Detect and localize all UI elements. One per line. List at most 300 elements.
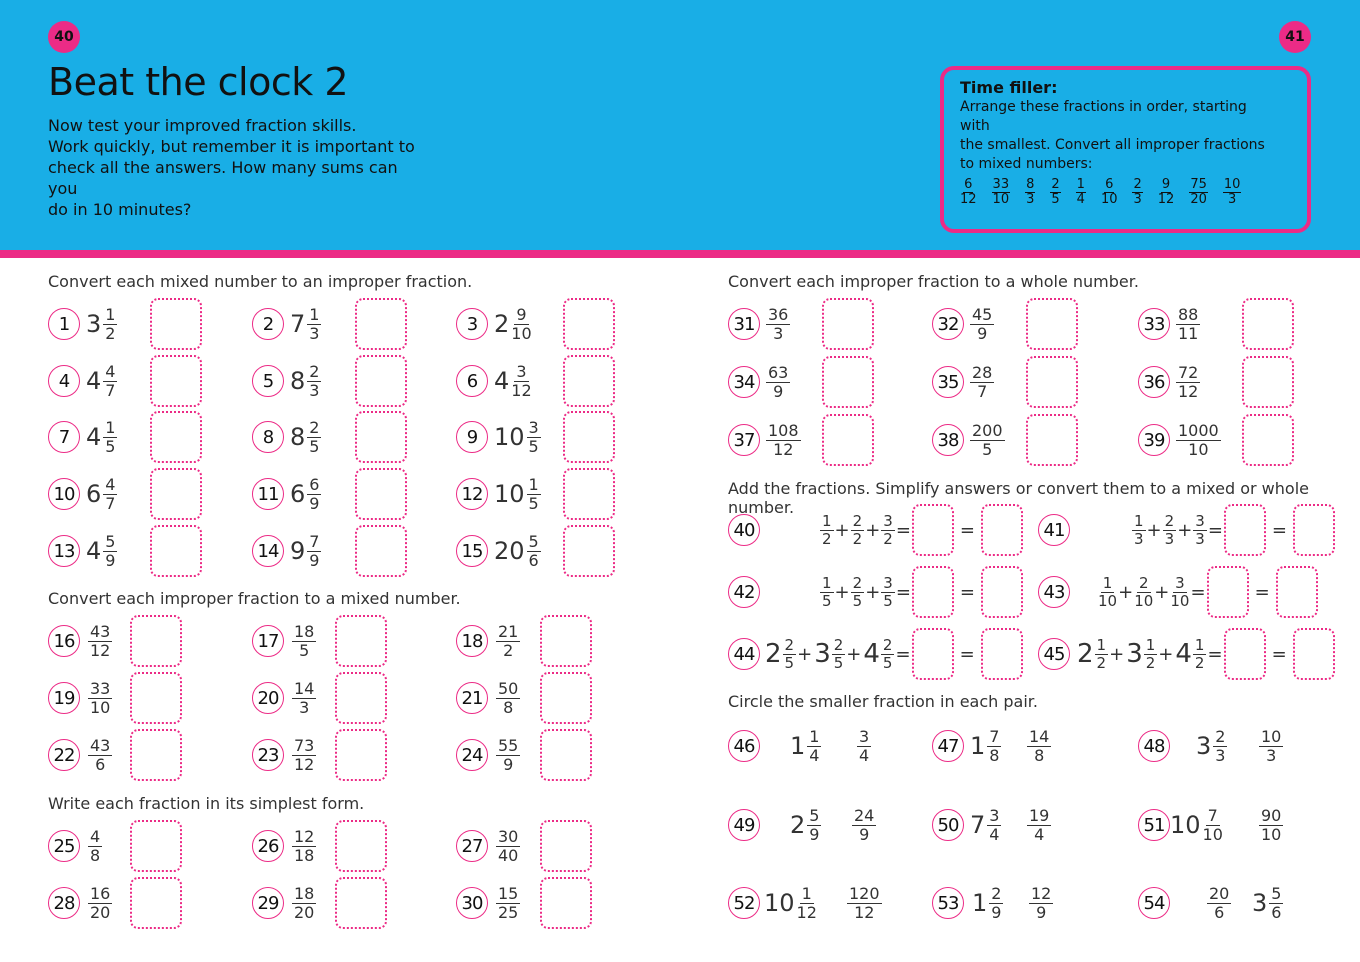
plus-sign: + bbox=[1158, 643, 1174, 665]
answer-box[interactable] bbox=[130, 672, 182, 724]
numerator: 7 bbox=[309, 531, 320, 551]
fraction bbox=[1193, 513, 1207, 548]
question bbox=[252, 468, 321, 520]
fraction bbox=[1101, 178, 1118, 207]
numerator: 108 bbox=[768, 420, 799, 440]
intro-line: check all the answers. How many sums can you bbox=[48, 158, 398, 198]
fraction bbox=[527, 533, 541, 570]
denominator: 12 bbox=[90, 640, 111, 660]
plus-sign: + bbox=[797, 643, 813, 665]
fraction-option[interactable] bbox=[1205, 877, 1231, 929]
fraction bbox=[989, 885, 1003, 922]
denominator: 12 bbox=[294, 754, 315, 774]
fraction-option[interactable] bbox=[1257, 720, 1283, 772]
denominator: 18 bbox=[294, 845, 315, 865]
numerator: 36 bbox=[768, 304, 789, 324]
answer-box[interactable] bbox=[563, 298, 615, 350]
equals-sign: = bbox=[1254, 581, 1270, 603]
numerator: 12 bbox=[294, 826, 315, 846]
fraction-option[interactable] bbox=[855, 720, 871, 772]
whole-number: 1 bbox=[790, 732, 806, 760]
numerator: 1 bbox=[309, 304, 320, 324]
numerator: 10 bbox=[1223, 177, 1241, 192]
denominator: 3 bbox=[1164, 529, 1175, 548]
whole-number: 1 bbox=[970, 732, 986, 760]
question bbox=[1138, 720, 1170, 772]
denominator: 6 bbox=[95, 754, 106, 774]
question bbox=[456, 729, 520, 781]
fraction-option[interactable] bbox=[1257, 799, 1283, 851]
question-number: 54 bbox=[1138, 887, 1170, 919]
intro-line: do in 10 minutes? bbox=[48, 200, 192, 219]
fraction bbox=[1098, 575, 1117, 610]
fraction-option[interactable] bbox=[1027, 877, 1053, 929]
fraction bbox=[496, 680, 520, 717]
numerator: 1 bbox=[809, 726, 820, 746]
fraction bbox=[511, 306, 531, 343]
numerator: 30 bbox=[498, 826, 519, 846]
numerator: 75 bbox=[1190, 177, 1207, 192]
denominator: 10 bbox=[1134, 591, 1154, 610]
question-number: 24 bbox=[456, 739, 488, 771]
denominator: 3 bbox=[1227, 192, 1237, 207]
question-number: 8 bbox=[252, 421, 284, 453]
numerator: 7 bbox=[989, 726, 1000, 746]
question bbox=[932, 356, 994, 408]
denominator: 7 bbox=[105, 380, 116, 400]
denominator: 8 bbox=[90, 845, 101, 865]
answer-box[interactable] bbox=[150, 468, 202, 520]
answer-box[interactable] bbox=[335, 877, 387, 929]
denominator: 25 bbox=[498, 902, 519, 922]
fraction bbox=[1259, 728, 1283, 765]
equals-sign: = bbox=[959, 581, 976, 603]
fraction-option[interactable] bbox=[1196, 720, 1227, 772]
fraction-option[interactable] bbox=[790, 799, 821, 851]
answer-box[interactable] bbox=[355, 355, 407, 407]
question-number: 20 bbox=[252, 682, 284, 714]
plus-sign: + bbox=[1118, 581, 1134, 603]
answer-box[interactable] bbox=[981, 628, 1023, 680]
whole-number: 1 bbox=[972, 889, 988, 917]
question-number: 11 bbox=[252, 478, 284, 510]
fraction bbox=[1025, 178, 1035, 207]
question bbox=[48, 298, 117, 350]
fraction bbox=[992, 178, 1011, 207]
denominator: 3 bbox=[299, 697, 310, 717]
fraction-option[interactable] bbox=[850, 799, 876, 851]
fraction bbox=[103, 533, 117, 570]
whole-number: 2 bbox=[494, 310, 510, 338]
answer-box[interactable] bbox=[130, 615, 182, 667]
equals-sign: = bbox=[959, 643, 975, 665]
numerator: 2 bbox=[1051, 177, 1060, 192]
numerator: 1 bbox=[801, 883, 812, 903]
denominator: 5 bbox=[982, 439, 993, 459]
equals-sign: = bbox=[1271, 519, 1288, 541]
expression bbox=[820, 575, 912, 610]
answer-box[interactable] bbox=[563, 411, 615, 463]
plus-sign: + bbox=[834, 581, 850, 603]
denominator: 6 bbox=[528, 550, 539, 570]
answer-box[interactable] bbox=[1293, 628, 1335, 680]
denominator: 9 bbox=[309, 550, 320, 570]
fraction bbox=[292, 885, 316, 922]
denominator: 2 bbox=[1145, 653, 1156, 672]
answer-box[interactable] bbox=[1224, 504, 1266, 556]
denominator: 2 bbox=[852, 529, 863, 548]
fraction bbox=[1203, 807, 1223, 844]
numerator: 1 bbox=[105, 304, 116, 324]
numerator: 9 bbox=[1161, 177, 1171, 192]
numerator: 4 bbox=[105, 361, 116, 381]
fraction bbox=[857, 728, 871, 765]
numerator: 4 bbox=[105, 474, 116, 494]
denominator: 5 bbox=[882, 653, 893, 672]
answer-box[interactable] bbox=[981, 566, 1023, 618]
whole-number: 3 bbox=[1252, 889, 1268, 917]
fraction bbox=[1213, 728, 1227, 765]
question-number: 31 bbox=[728, 308, 760, 340]
denominator: 9 bbox=[105, 550, 116, 570]
denominator: 6 bbox=[1271, 902, 1282, 922]
numerator: 3 bbox=[1175, 573, 1185, 592]
question bbox=[1038, 504, 1070, 556]
plus-sign: + bbox=[1109, 643, 1125, 665]
answer-box[interactable] bbox=[912, 628, 954, 680]
section-heading: Write each fraction in its simplest form. bbox=[48, 794, 365, 813]
answer-box[interactable] bbox=[1026, 414, 1078, 466]
time-filler-box bbox=[940, 66, 1311, 233]
answer-box[interactable] bbox=[822, 298, 874, 350]
question bbox=[48, 672, 112, 724]
denominator: 5 bbox=[528, 493, 539, 513]
answer-box[interactable] bbox=[1242, 298, 1294, 350]
question-number: 15 bbox=[456, 535, 488, 567]
question bbox=[456, 525, 541, 577]
fraction bbox=[1176, 306, 1200, 343]
denominator: 3 bbox=[1266, 745, 1277, 765]
question-number: 36 bbox=[1138, 366, 1170, 398]
denominator: 2 bbox=[1096, 653, 1107, 672]
answer-box[interactable] bbox=[1026, 356, 1078, 408]
numerator: 33 bbox=[992, 177, 1010, 192]
question bbox=[252, 877, 316, 929]
filler-fractions bbox=[960, 178, 1291, 207]
numerator: 45 bbox=[972, 304, 993, 324]
fraction bbox=[847, 885, 882, 922]
denominator: 9 bbox=[503, 754, 514, 774]
numerator: 50 bbox=[498, 678, 519, 698]
answer-box[interactable] bbox=[540, 820, 592, 872]
question bbox=[252, 672, 316, 724]
fraction bbox=[820, 575, 834, 610]
answer-box[interactable] bbox=[912, 566, 954, 618]
question-number: 14 bbox=[252, 535, 284, 567]
numerator: 2 bbox=[784, 635, 795, 654]
fraction bbox=[496, 885, 520, 922]
question-number: 34 bbox=[728, 366, 760, 398]
question bbox=[252, 355, 321, 407]
question bbox=[252, 298, 321, 350]
fraction bbox=[307, 419, 321, 456]
question-number: 44 bbox=[728, 638, 760, 670]
answer-box[interactable] bbox=[335, 672, 387, 724]
question bbox=[456, 355, 532, 407]
answer-box[interactable] bbox=[150, 411, 202, 463]
denominator: 5 bbox=[784, 653, 795, 672]
fraction bbox=[881, 513, 895, 548]
answer-box[interactable] bbox=[150, 355, 202, 407]
fraction-option[interactable] bbox=[1025, 720, 1051, 772]
question-number: 46 bbox=[728, 730, 760, 762]
numerator: 1 bbox=[528, 474, 539, 494]
numerator: 1000 bbox=[1178, 420, 1219, 440]
answer-box[interactable] bbox=[981, 504, 1023, 556]
numerator: 5 bbox=[1271, 883, 1282, 903]
denominator: 10 bbox=[1098, 591, 1118, 610]
question-number: 39 bbox=[1138, 424, 1170, 456]
numerator: 120 bbox=[849, 883, 880, 903]
fraction bbox=[1027, 807, 1051, 844]
question-number: 16 bbox=[48, 625, 80, 657]
fraction bbox=[1134, 575, 1153, 610]
fraction bbox=[766, 306, 790, 343]
denominator: 5 bbox=[852, 591, 863, 610]
fraction bbox=[881, 575, 895, 610]
answer-box[interactable] bbox=[563, 468, 615, 520]
numerator: 72 bbox=[1178, 362, 1199, 382]
question bbox=[456, 468, 541, 520]
fraction bbox=[103, 476, 117, 513]
question bbox=[48, 615, 112, 667]
answer-box[interactable] bbox=[355, 525, 407, 577]
numerator: 28 bbox=[972, 362, 993, 382]
whole-number: 2 bbox=[790, 811, 806, 839]
question-number: 17 bbox=[252, 625, 284, 657]
addition-row bbox=[1076, 628, 1335, 680]
question bbox=[456, 411, 541, 463]
numerator: 1 bbox=[1076, 177, 1085, 192]
expression bbox=[764, 637, 912, 672]
answer-box[interactable] bbox=[1293, 504, 1335, 556]
question bbox=[932, 414, 1005, 466]
question-number: 37 bbox=[728, 424, 760, 456]
denominator: 10 bbox=[511, 323, 532, 343]
denominator: 9 bbox=[309, 493, 320, 513]
intro-text bbox=[48, 115, 418, 220]
header-stripe bbox=[0, 250, 1360, 258]
answer-box[interactable] bbox=[1242, 414, 1294, 466]
answer-box[interactable] bbox=[1224, 628, 1266, 680]
answer-box[interactable] bbox=[150, 298, 202, 350]
fraction-option[interactable] bbox=[970, 799, 1001, 851]
question bbox=[252, 525, 321, 577]
answer-box[interactable] bbox=[540, 729, 592, 781]
answer-box[interactable] bbox=[1276, 566, 1318, 618]
answer-box[interactable] bbox=[822, 356, 874, 408]
fraction bbox=[1189, 178, 1208, 207]
question-number: 48 bbox=[1138, 730, 1170, 762]
answer-box[interactable] bbox=[1242, 356, 1294, 408]
fraction-option[interactable] bbox=[845, 877, 882, 929]
filler-line: the smallest. Convert all improper fractions bbox=[960, 137, 1265, 153]
fraction bbox=[1132, 178, 1142, 207]
question bbox=[728, 356, 790, 408]
equals-sign: = bbox=[895, 643, 911, 665]
numerator: 5 bbox=[528, 531, 539, 551]
answer-box[interactable] bbox=[150, 525, 202, 577]
numerator: 3 bbox=[989, 805, 1000, 825]
answer-box[interactable] bbox=[335, 729, 387, 781]
answer-box[interactable] bbox=[355, 468, 407, 520]
denominator: 12 bbox=[1178, 381, 1199, 401]
equals-sign: = bbox=[1207, 643, 1223, 665]
denominator: 9 bbox=[809, 824, 820, 844]
denominator: 10 bbox=[1170, 591, 1190, 610]
denominator: 9 bbox=[991, 902, 1002, 922]
fraction bbox=[851, 575, 865, 610]
fraction bbox=[987, 807, 1001, 844]
fraction bbox=[292, 623, 316, 660]
question-number: 38 bbox=[932, 424, 964, 456]
numerator: 2 bbox=[309, 417, 320, 437]
numerator: 2 bbox=[852, 511, 863, 530]
answer-box[interactable] bbox=[540, 615, 592, 667]
denominator: 9 bbox=[1036, 902, 1047, 922]
numerator: 2 bbox=[1138, 573, 1149, 592]
fraction-option[interactable] bbox=[764, 877, 817, 929]
question bbox=[48, 525, 117, 577]
fraction bbox=[496, 623, 520, 660]
answer-box[interactable] bbox=[355, 411, 407, 463]
fraction bbox=[970, 364, 994, 401]
question bbox=[252, 615, 316, 667]
equals-sign: = bbox=[959, 519, 976, 541]
answer-box[interactable] bbox=[563, 355, 615, 407]
plus-sign: + bbox=[865, 581, 881, 603]
fraction bbox=[1095, 637, 1109, 672]
answer-box[interactable] bbox=[335, 615, 387, 667]
fraction bbox=[103, 419, 117, 456]
filler-line: Arrange these fractions in order, starting with bbox=[960, 99, 1247, 134]
answer-box[interactable] bbox=[1207, 566, 1249, 618]
numerator: 14 bbox=[294, 678, 315, 698]
intro-line: Work quickly, but remember it is important to bbox=[48, 137, 415, 156]
numerator: 2 bbox=[991, 883, 1002, 903]
question-number: 18 bbox=[456, 625, 488, 657]
fraction-option[interactable] bbox=[790, 720, 821, 772]
answer-box[interactable] bbox=[912, 504, 954, 556]
question-number: 9 bbox=[456, 421, 488, 453]
numerator: 1 bbox=[105, 417, 116, 437]
denominator: 12 bbox=[796, 902, 817, 922]
answer-box[interactable] bbox=[335, 820, 387, 872]
fraction bbox=[797, 885, 817, 922]
question bbox=[728, 414, 801, 466]
denominator: 10 bbox=[1100, 192, 1118, 207]
fraction-option[interactable] bbox=[970, 720, 1001, 772]
question-number: 29 bbox=[252, 887, 284, 919]
question-number: 7 bbox=[48, 421, 80, 453]
denominator: 7 bbox=[105, 493, 116, 513]
denominator: 10 bbox=[992, 192, 1010, 207]
numerator: 1 bbox=[1102, 573, 1113, 592]
numerator: 18 bbox=[294, 883, 315, 903]
question bbox=[1138, 414, 1221, 466]
question bbox=[728, 799, 760, 851]
fraction-option[interactable] bbox=[1252, 877, 1283, 929]
expression bbox=[1076, 637, 1224, 672]
whole-number: 4 bbox=[86, 423, 102, 451]
question bbox=[728, 877, 760, 929]
question-number: 12 bbox=[456, 478, 488, 510]
question-number: 30 bbox=[456, 887, 488, 919]
denominator: 8 bbox=[989, 745, 1000, 765]
answer-box[interactable] bbox=[563, 525, 615, 577]
numerator: 1 bbox=[1134, 511, 1144, 530]
whole-number: 6 bbox=[86, 480, 102, 508]
numerator: 3 bbox=[516, 361, 527, 381]
question bbox=[932, 877, 964, 929]
fraction bbox=[1259, 807, 1283, 844]
plus-sign: + bbox=[846, 643, 862, 665]
whole-number: 8 bbox=[290, 367, 306, 395]
denominator: 5 bbox=[1051, 192, 1060, 207]
fraction-option[interactable] bbox=[1025, 799, 1051, 851]
numerator: 1 bbox=[1145, 635, 1156, 654]
answer-box[interactable] bbox=[130, 877, 182, 929]
numerator: 5 bbox=[809, 805, 820, 825]
numerator: 21 bbox=[498, 621, 519, 641]
answer-box[interactable] bbox=[822, 414, 874, 466]
numerator: 6 bbox=[1105, 177, 1114, 192]
addition-row bbox=[764, 628, 1023, 680]
answer-box[interactable] bbox=[355, 298, 407, 350]
question bbox=[456, 298, 532, 350]
fraction bbox=[807, 728, 821, 765]
fraction-option[interactable] bbox=[1170, 799, 1223, 851]
question bbox=[48, 820, 102, 872]
fraction-option[interactable] bbox=[972, 877, 1003, 929]
numerator: 55 bbox=[498, 735, 519, 755]
question-number: 21 bbox=[456, 682, 488, 714]
question-number: 51 bbox=[1138, 809, 1170, 841]
question-number: 6 bbox=[456, 365, 488, 397]
fraction bbox=[307, 363, 321, 400]
fraction bbox=[88, 737, 112, 774]
whole-number: 10 bbox=[494, 423, 525, 451]
answer-box[interactable] bbox=[130, 729, 182, 781]
denominator: 4 bbox=[989, 824, 1000, 844]
whole-number: 3 bbox=[1196, 732, 1212, 760]
fraction bbox=[881, 637, 895, 672]
numerator: 15 bbox=[498, 883, 519, 903]
question-number: 50 bbox=[932, 809, 964, 841]
answer-box[interactable] bbox=[1026, 298, 1078, 350]
fraction bbox=[103, 363, 117, 400]
question bbox=[252, 820, 316, 872]
answer-box[interactable] bbox=[540, 877, 592, 929]
question-number: 42 bbox=[728, 576, 760, 608]
denominator: 20 bbox=[294, 902, 315, 922]
answer-box[interactable] bbox=[130, 820, 182, 872]
question-number: 13 bbox=[48, 535, 80, 567]
question-number: 32 bbox=[932, 308, 964, 340]
numerator: 1 bbox=[822, 511, 832, 530]
answer-box[interactable] bbox=[540, 672, 592, 724]
question-number: 45 bbox=[1038, 638, 1070, 670]
